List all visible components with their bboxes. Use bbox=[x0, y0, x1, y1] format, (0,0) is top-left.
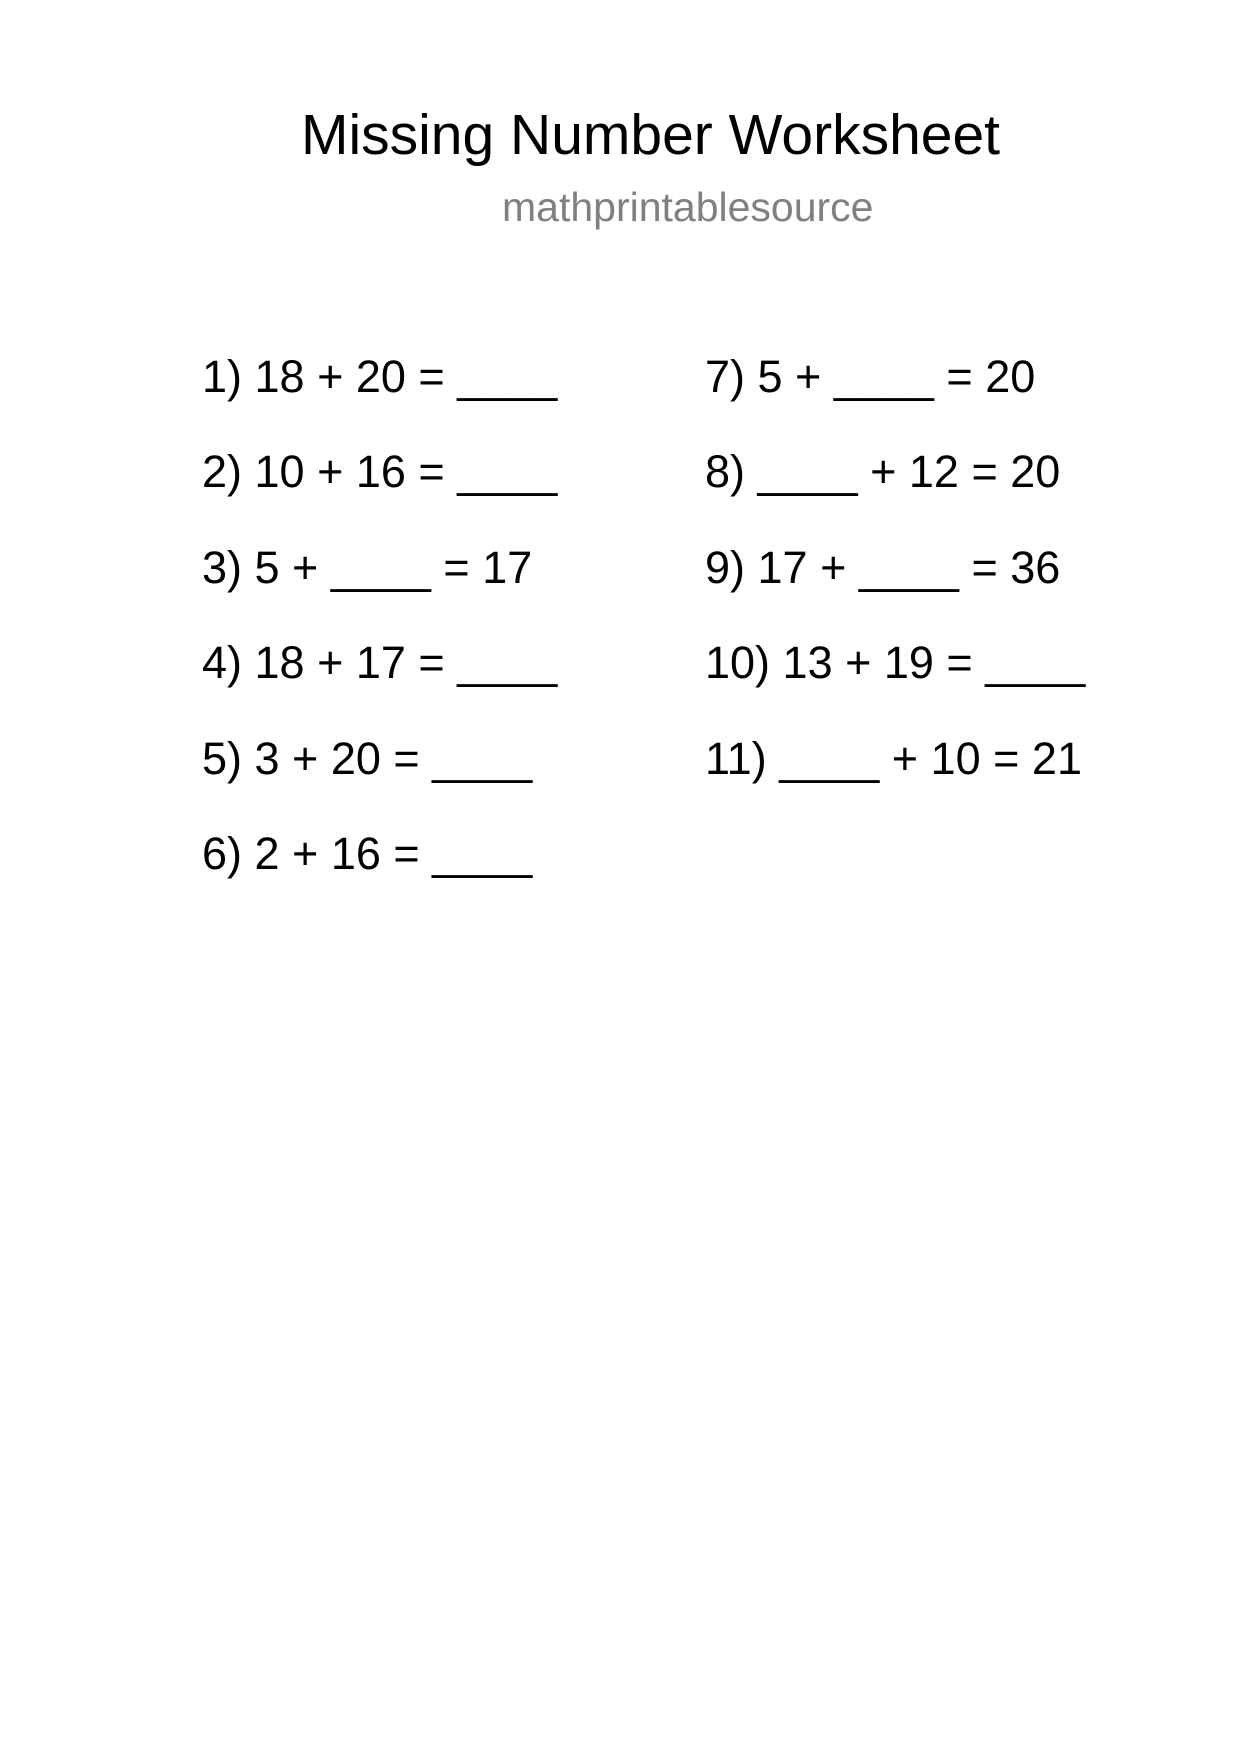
problem-6: 6) 2 + 16 = ____ bbox=[202, 828, 533, 879]
problem-5: 5) 3 + 20 = ____ bbox=[202, 733, 533, 784]
problem-4: 4) 18 + 17 = ____ bbox=[202, 637, 558, 688]
problem-9: 9) 17 + ____ = 36 bbox=[705, 542, 1061, 593]
problem-7: 7) 5 + ____ = 20 bbox=[705, 351, 1036, 402]
problem-3: 3) 5 + ____ = 17 bbox=[202, 542, 533, 593]
worksheet-title: Missing Number Worksheet bbox=[301, 103, 1001, 167]
problem-2: 2) 10 + 16 = ____ bbox=[202, 446, 558, 497]
problem-11: 11) ____ + 10 = 21 bbox=[705, 733, 1082, 784]
problem-10: 10) 13 + 19 = ____ bbox=[705, 637, 1086, 688]
problem-1: 1) 18 + 20 = ____ bbox=[202, 351, 558, 402]
problem-8: 8) ____ + 12 = 20 bbox=[705, 446, 1061, 497]
worksheet-source: mathprintablesource bbox=[502, 184, 874, 230]
